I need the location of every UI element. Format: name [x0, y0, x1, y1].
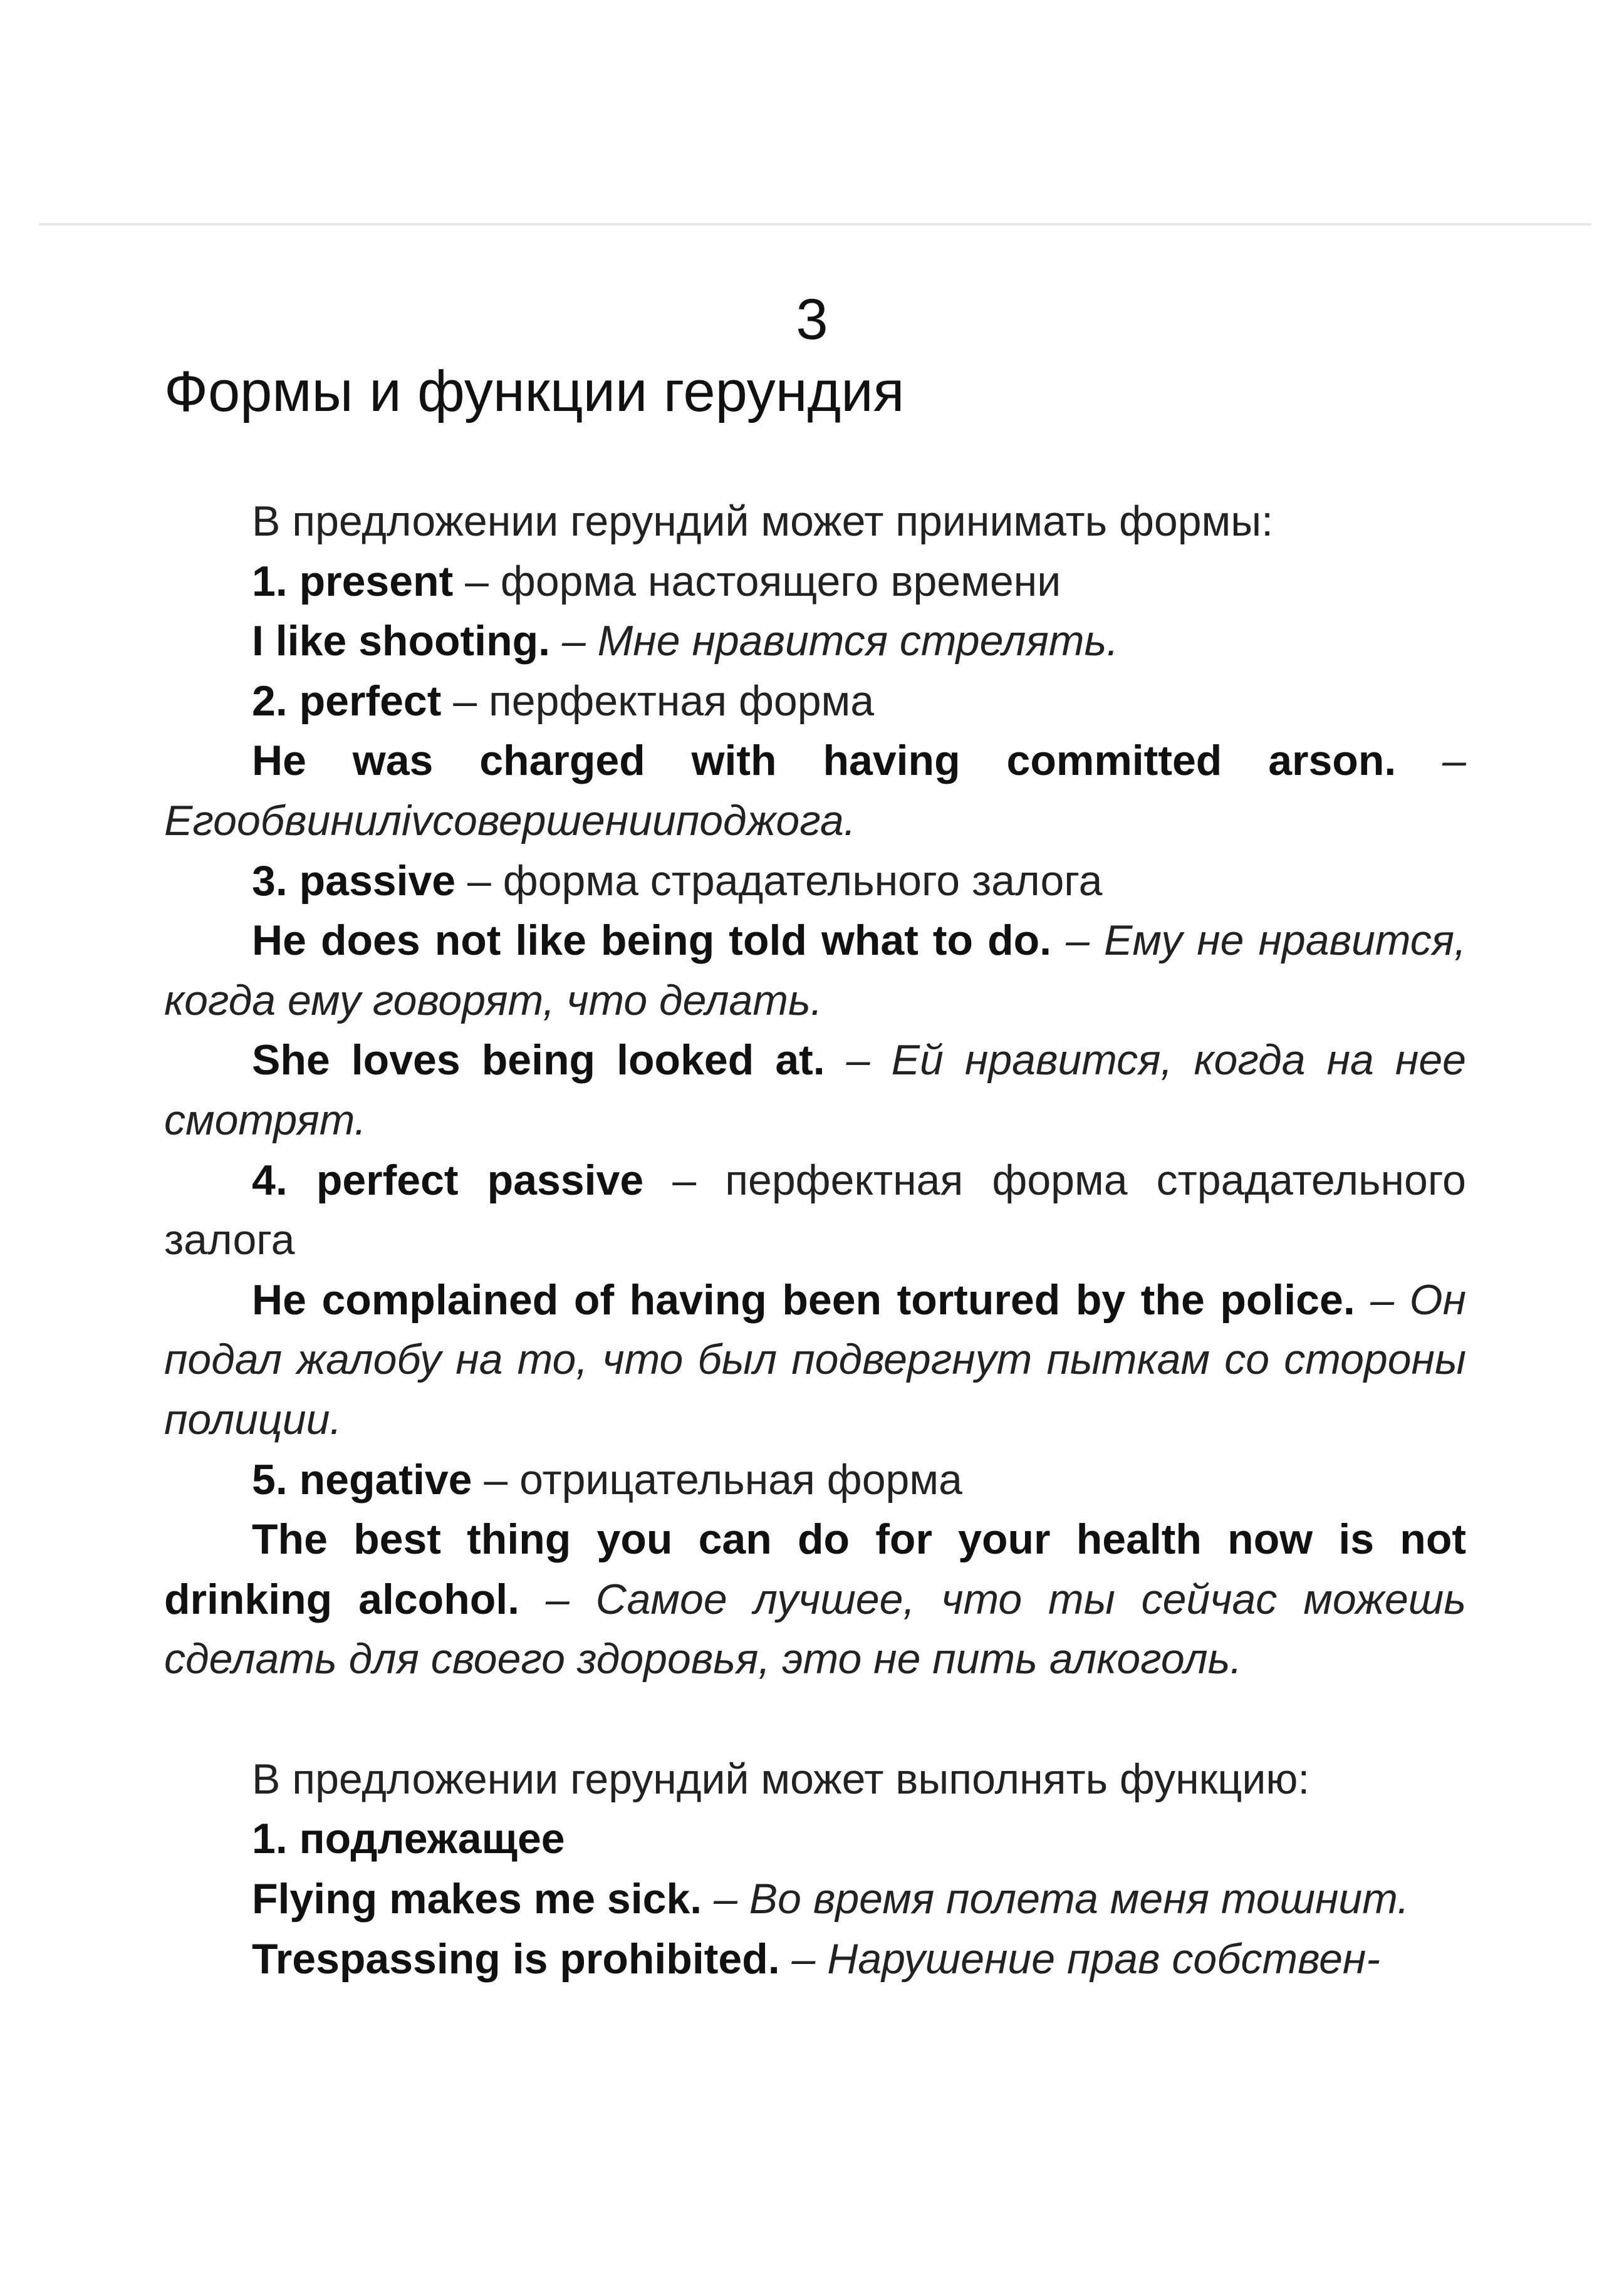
example-sentence [164, 1930, 1466, 1990]
form-perfect-passive [164, 1151, 1466, 1270]
form-term: 5. negative [252, 1455, 472, 1504]
example-english: I like shooting. [252, 617, 551, 665]
form-description: – форма настоящего времени [465, 557, 1061, 605]
example-translation: – Он подал жалобу на то, что был подвергнут пыткам со стороны полиции. [164, 1275, 1466, 1443]
form-term: 4. perfect passive [252, 1156, 644, 1204]
example-sentence [164, 911, 1466, 1031]
page-number: 3 [796, 288, 828, 351]
form-term: 3. passive [252, 856, 456, 905]
forms-intro: В предложении герундий может принимать формы: [252, 497, 1274, 545]
example-sentence [164, 611, 1466, 672]
example-sentence [164, 731, 1466, 851]
example-translation: – Ему не нравится, когда ему говорят, что делать. [164, 917, 1466, 1024]
form-present [164, 552, 1466, 612]
page-title: Формы и функции герундия [164, 360, 905, 423]
example-english: She loves being looked at. [252, 1036, 825, 1084]
example-english: He does not like being told what to do. [252, 917, 1052, 965]
example-english: Trespassing is prohibited. [252, 1935, 780, 1983]
example-english: He complained of having been tortured by the police. [252, 1275, 1355, 1324]
body-text [164, 492, 1466, 1989]
example-translation: – Во время полета меня тошнит. [714, 1875, 1410, 1923]
function-subject [164, 1809, 1466, 1869]
example-translation: – Егообвинилivсовершенииподжога. [164, 737, 1466, 844]
example-english: Flying makes me sick. [252, 1875, 702, 1923]
example-translation: – Ей нравится, когда на нее смотрят. [164, 1036, 1466, 1144]
form-term: 1. present [252, 557, 454, 605]
top-divider [39, 223, 1591, 226]
form-description: – перфектная форма страдательного залога [164, 1156, 1466, 1264]
example-sentence [164, 1270, 1466, 1450]
example-english: He was charged with having committed arson. [252, 737, 1397, 785]
example-sentence [164, 1510, 1466, 1690]
form-negative [164, 1450, 1466, 1510]
functions-intro: В предложении герундий может выполнять функцию: [252, 1755, 1310, 1803]
form-perfect [164, 672, 1466, 732]
form-term: 2. perfect [252, 677, 442, 725]
example-translation: – Мне нравится стрелять. [561, 617, 1119, 665]
form-description: – перфектная форма [453, 677, 875, 725]
example-translation: – Нарушение прав собствен- [791, 1935, 1380, 1983]
form-passive [164, 851, 1466, 912]
function-term: 1. подлежащее [252, 1815, 565, 1863]
example-translation: – Самое лучшее, что ты сейчас можешь сделать для своего здоровья, это не пить алкоголь. [164, 1575, 1466, 1683]
example-english: The best thing you can do for your health now is not drinking alcohol. [164, 1515, 1466, 1623]
example-sentence [164, 1869, 1466, 1930]
form-description: – форма страдательного залога [467, 856, 1103, 905]
form-description: – отрицательная форма [484, 1455, 962, 1504]
example-sentence [164, 1031, 1466, 1150]
